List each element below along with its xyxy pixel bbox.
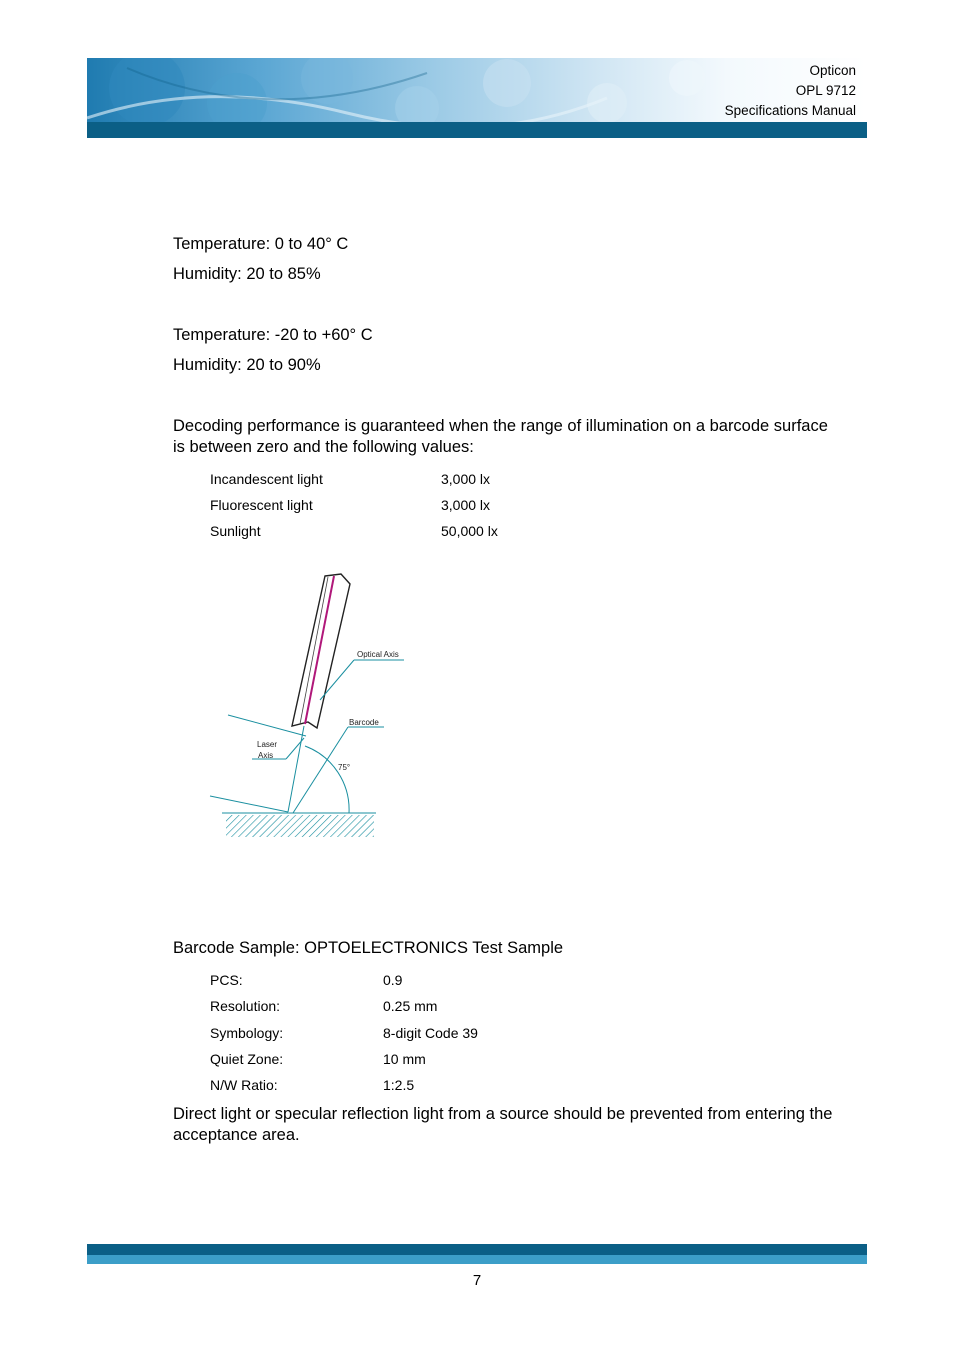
illumination-value: 3,000 lx [441, 471, 491, 487]
sample-label: Quiet Zone: [210, 1051, 284, 1067]
illumination-intro: Decoding performance is guaranteed when the range of illumination on a barcode surface is between zero and the following values: [173, 417, 828, 456]
operating-humidity: Humidity: 20 to 85% [173, 265, 321, 283]
page-number: 7 [472, 1272, 482, 1289]
illumination-label: Sunlight [210, 523, 261, 539]
sample-note: Direct light or specular reflection light from a source should be prevented from entering the acceptance area. [173, 1105, 833, 1144]
sample-value: 8-digit Code 39 [383, 1025, 478, 1041]
sample-value: 1:2.5 [383, 1077, 415, 1093]
scanning-angle-diagram [208, 570, 413, 842]
header-model: OPL 9712 [795, 83, 856, 98]
illumination-label: Fluorescent light [210, 497, 313, 513]
optical-axis-label: Optical Axis [357, 650, 399, 659]
storage-humidity: Humidity: 20 to 90% [173, 356, 321, 374]
sample-label: Resolution: [210, 998, 281, 1014]
header-bar [87, 122, 867, 138]
footer-bar-accent [87, 1255, 867, 1264]
storage-temperature: Temperature: -20 to +60° C [173, 326, 373, 344]
sample-title: Barcode Sample: OPTOELECTRONICS Test Sample [173, 939, 564, 957]
scanner-pen [292, 574, 350, 728]
illumination-value: 50,000 lx [441, 523, 498, 539]
sample-value: 10 mm [383, 1051, 426, 1067]
axis-label: Axis [258, 751, 274, 760]
laser-label: Laser [257, 740, 278, 749]
sample-value: 0.25 mm [383, 998, 438, 1014]
surface-hatch [226, 815, 374, 837]
sample-label: N/W Ratio: [210, 1077, 278, 1093]
sample-label: PCS: [210, 972, 243, 988]
header-company: Opticon [809, 63, 856, 78]
sample-label: Symbology: [210, 1025, 284, 1041]
illumination-label: Incandescent light [210, 471, 323, 487]
angle-label: 75° [338, 763, 351, 772]
header-doc-title: Specifications Manual [724, 103, 856, 118]
footer-bar [87, 1244, 867, 1255]
barcode-label: Barcode [349, 718, 379, 727]
angle-arc [305, 746, 349, 813]
sample-value: 0.9 [383, 972, 403, 988]
illumination-value: 3,000 lx [441, 497, 491, 513]
operating-temperature: Temperature: 0 to 40° C [173, 235, 349, 253]
header-info [725, 61, 856, 121]
